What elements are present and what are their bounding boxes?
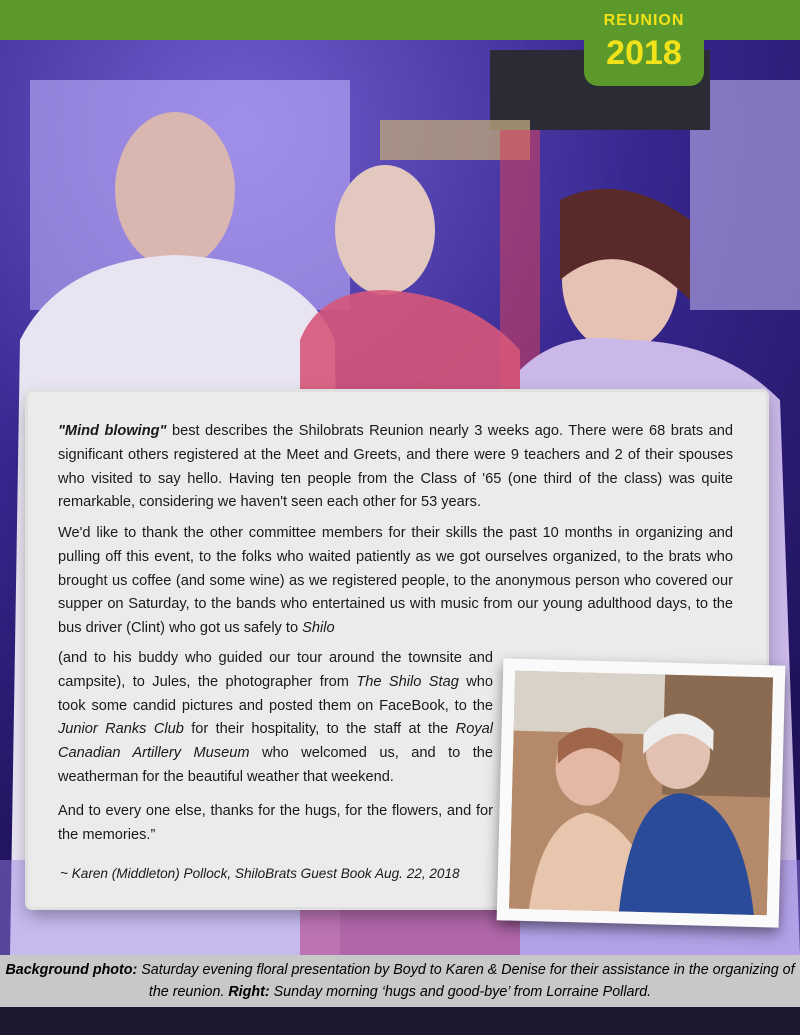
signature-source: ShiloBrats Guest Book Aug. 22, 2018 xyxy=(234,866,460,881)
badge-label: REUNION xyxy=(603,12,685,29)
badge-year: 2018 xyxy=(606,34,682,72)
article-paragraph-3: And to every one else, thanks for the hugs, for the flowers, and for the memories.” xyxy=(58,803,493,843)
signature-name: ~ Karen (Middleton) Pollock, xyxy=(60,866,235,881)
article-paragraph-1 xyxy=(58,420,733,515)
paragraph-2-text-5: who welcomed us, and to the weatherman for the beautiful weather that weekend. xyxy=(58,745,494,785)
lead-quote: "Mind blowing" xyxy=(58,423,167,439)
bottom-photo-strip xyxy=(0,1007,800,1035)
article-paragraph-2 xyxy=(58,522,733,641)
signature xyxy=(60,862,500,886)
paragraph-2-text-1: We'd like to thank the other committee members for their skills the past 10 months in organizing and pulling off this event, to the folks who waited patiently as we got ourselves organized, to the brats who brought us coffee (and some wine) as we registered people, to the anonymous person who covered our supper on Saturday, to the bands who entertained us with music from our young adulthood days, to the bus driver (Clint) who got us safely to xyxy=(58,525,733,637)
shilo-italic: Shilo xyxy=(302,620,335,637)
photo-caption xyxy=(0,955,800,1007)
paragraph-2-text-4: for their hospitality, to the staff at the xyxy=(183,721,456,738)
caption-label-background: Background photo: xyxy=(5,962,138,978)
paragraph-2-text-3: who took some candid pictures and posted them on FaceBook, to the xyxy=(58,673,494,714)
caption-label-right: Right: xyxy=(228,984,270,1000)
paragraph-2-text-2: (and to his buddy who guided our tour around the townsite and campsite), to Jules, the photographer from xyxy=(58,650,493,690)
inset-photo-frame xyxy=(497,658,786,927)
inset-photo xyxy=(509,671,773,916)
artillery-museum-italic: Royal Canadian Artillery Museum xyxy=(58,721,493,762)
shilo-stag-italic: The Shilo Stag xyxy=(356,673,459,690)
junior-ranks-club-italic: Junior Ranks Club xyxy=(58,721,184,738)
caption-text-right: Sunday morning ‘hugs and good-bye’ from Lorraine Pollard. xyxy=(269,984,652,1000)
article-paragraph-2-continued xyxy=(58,647,493,790)
paragraph-1-text: best describes the Shilobrats Reunion nearly 3 weeks ago. There were 68 brats and significant others registered at the Meet and Greets, and there were 9 teachers and 2 of their spouses who visited to say hello. Having ten people from the Class of '65 (one third of the class) was quite remarkable, considering we haven't seen each other for 53 years. xyxy=(58,423,733,511)
caption-text-background: Saturday evening floral presentation by Boyd to Karen & Denise for their assistance in the organizing of the reunion. xyxy=(137,962,795,1000)
reunion-badge xyxy=(584,0,704,86)
